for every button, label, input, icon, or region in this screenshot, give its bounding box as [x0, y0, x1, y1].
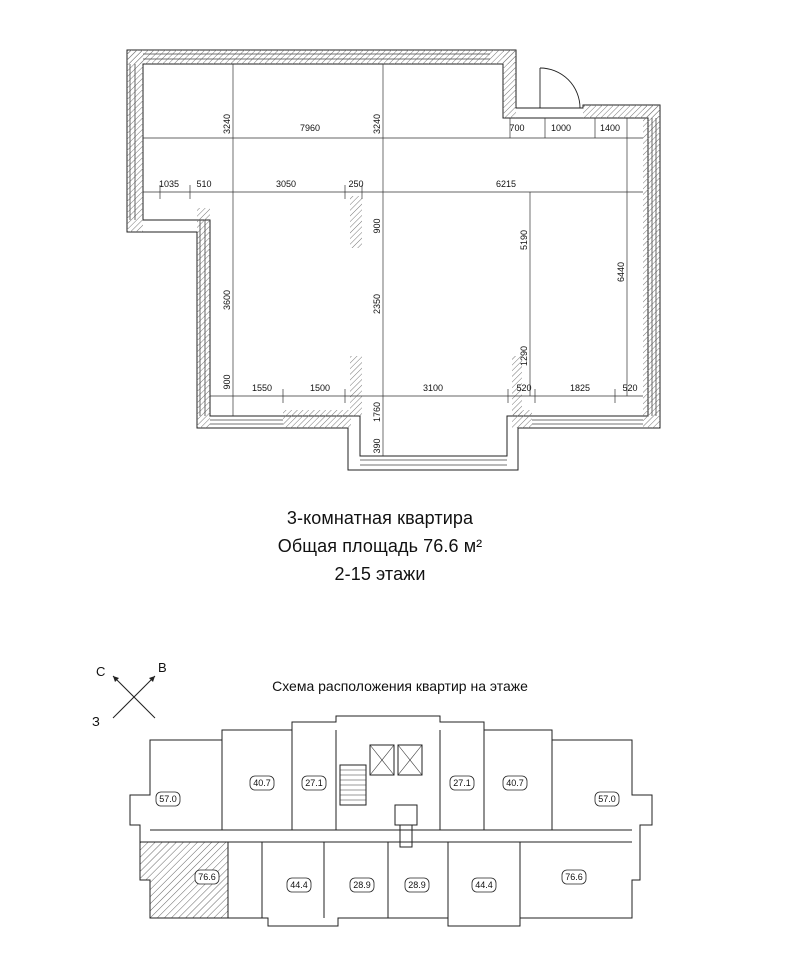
stair-steps [340, 745, 422, 800]
area-label-bottom-3: 28.9 [353, 880, 371, 890]
area-label-bottom-right: 76.6 [565, 872, 583, 882]
dim-1550: 1550 [251, 383, 273, 393]
dim-3050: 3050 [275, 179, 297, 189]
dim-1035: 1035 [158, 179, 180, 189]
dim-1000: 1000 [550, 123, 572, 133]
area-label-top-left: 57.0 [159, 794, 177, 804]
compass-west: З [92, 714, 100, 729]
dim-520-b: 520 [622, 383, 638, 393]
dim-3240-left: 3240 [222, 113, 232, 135]
dim-1760: 1760 [372, 401, 382, 423]
area-label-top-2: 40.7 [253, 778, 271, 788]
area-label-bottom-2: 44.4 [290, 880, 308, 890]
dim-1400: 1400 [599, 123, 621, 133]
area-label-bottom-4: 28.9 [408, 880, 426, 890]
dim-250: 250 [348, 179, 364, 189]
caption-floors: 2-15 этажи [334, 564, 426, 584]
area-label-bottom-5: 44.4 [475, 880, 493, 890]
dim-2350: 2350 [372, 293, 382, 315]
dim-900-bottom: 900 [222, 374, 232, 390]
compass [92, 660, 167, 729]
area-label-top-3: 27.1 [305, 778, 323, 788]
caption-total-area: Общая площадь 76.6 м² [277, 536, 483, 556]
area-label-top-right: 57.0 [598, 794, 616, 804]
floor-scheme-title: Схема расположения квартир на этаже [272, 678, 528, 694]
dim-6215: 6215 [495, 179, 517, 189]
dim-510: 510 [196, 179, 212, 189]
caption-apartment-type: 3-комнатная квартира [286, 508, 474, 528]
dim-1290: 1290 [519, 345, 529, 367]
dim-7960: 7960 [299, 123, 321, 133]
dim-700: 700 [509, 123, 525, 133]
dim-3240-mid: 3240 [372, 113, 382, 135]
area-label-bottom-left-selected: 76.6 [198, 872, 216, 882]
area-label-top-4: 27.1 [453, 778, 471, 788]
dim-1825: 1825 [569, 383, 591, 393]
dimension-labels [159, 123, 638, 393]
dim-5190: 5190 [519, 229, 529, 251]
dim-900-v: 900 [372, 218, 382, 234]
area-label-top-5: 40.7 [506, 778, 524, 788]
compass-north: С [96, 664, 106, 679]
dim-520-a: 520 [516, 383, 532, 393]
dim-3100: 3100 [422, 383, 444, 393]
door-swing [540, 68, 580, 108]
vertical-dimension-labels [222, 114, 626, 454]
compass-east: В [158, 660, 167, 675]
dim-6440: 6440 [616, 261, 626, 283]
dim-3600: 3600 [222, 289, 232, 311]
dim-1500: 1500 [309, 383, 331, 393]
dim-390: 390 [372, 438, 382, 454]
